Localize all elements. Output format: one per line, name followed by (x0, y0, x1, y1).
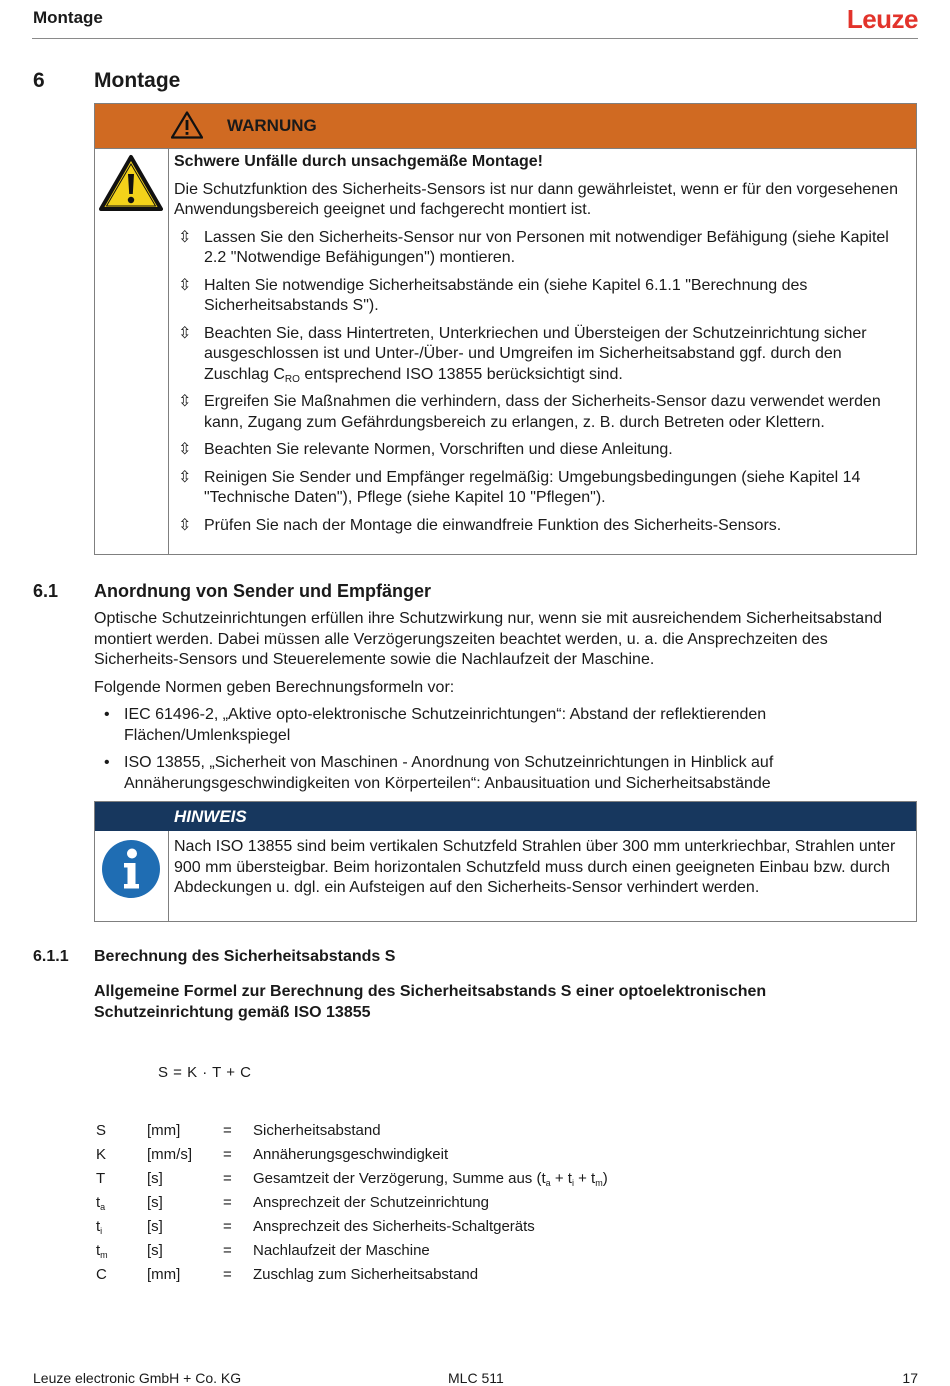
list-item: ⇳ Reinigen Sie Sender und Empfänger regelmäßig: Umgebungsbedingungen (siehe Kapitel 14 "Technische Daten"), Pflege (siehe Kapitel 10 "Pflegen"). (178, 468, 861, 506)
divider (168, 831, 169, 921)
unit: [s] (147, 1170, 163, 1187)
running-header: Montage (33, 8, 103, 27)
section-title: Berechnung des Sicherheitsabstands S (94, 948, 396, 965)
bullet-icon: • (104, 754, 110, 771)
note-text: Nach ISO 13855 sind beim vertikalen Schutzfeld Strahlen über 300 mm unterkriechbar, Strahlen unter 900 mm übersteigbar. Beim horizontalen Schutzfeld muss durch einen geeigneten Einbau bzw. durch Abdeckungen u. dgl. ein Aufsteigen auf den Sicherheits-Sensor verhindert werden. (174, 838, 896, 896)
equals-sign: = (223, 1266, 232, 1283)
header-rule (32, 38, 918, 39)
equals-sign: = (223, 1218, 232, 1235)
description: Gesamtzeit der Verzögerung, Summe aus $(t_a + t_i + t_m)$ (253, 1170, 608, 1188)
equals-sign: = (223, 1122, 232, 1139)
warning-label: WARNUNG (227, 116, 317, 135)
symbol: S (96, 1122, 107, 1139)
description: Sicherheitsabstand (253, 1122, 381, 1139)
symbol: $t_a$ (96, 1194, 106, 1212)
description: Annäherungsgeschwindigkeit (253, 1146, 449, 1163)
leuze-logo: Leuze (846, 4, 918, 34)
section-number: 6.1 (33, 581, 59, 601)
formula: S = K · T + C (158, 1064, 252, 1081)
unit: [mm/s] (147, 1146, 192, 1163)
warning-lead: Schwere Unfälle durch unsachgemäße Montage! (174, 153, 543, 170)
description: Nachlaufzeit der Maschine (253, 1242, 430, 1259)
action-arrow-icon: ⇳ (178, 441, 192, 458)
list-item: ⇳ Halten Sie notwendige Sicherheitsabstände ein (siehe Kapitel 6.1.1 "Berechnung des Sicherheitsabstands S"). (178, 276, 808, 314)
unit: [s] (147, 1194, 163, 1211)
action-arrow-icon: ⇳ (178, 393, 192, 410)
unit: [s] (147, 1242, 163, 1259)
warning-intro: Die Schutzfunktion des Sicherheits-Sensors ist nur dann gewährleistet, wenn er für den vorgesehenen Anwendungsbereich geeignet und fachgerecht montiert ist. (174, 180, 898, 218)
list-item: • IEC 61496-2, „Aktive opto-elektronische Schutzeinrichtungen“: Abstand der reflektierenden Flächen/Umlenkspiegel (104, 706, 767, 744)
equals-sign: = (223, 1170, 232, 1187)
warning-triangle-icon (99, 154, 163, 212)
list-item: ⇳ Ergreifen Sie Maßnahmen die verhindern, dass der Sicherheits-Sensor dazu verwendet werden kann, Zugang zum Gefährdungsbereich zu erlangen, z. B. durch Betreten oder Klettern. (178, 393, 881, 431)
symbol: K (96, 1146, 107, 1163)
action-arrow-icon: ⇳ (178, 228, 192, 246)
page-number: 17 (902, 1370, 918, 1386)
action-arrow-icon: ⇳ (178, 276, 192, 294)
note-box (94, 801, 917, 922)
warning-content (174, 152, 909, 543)
equals-sign: = (223, 1194, 232, 1211)
section-number: 6 (33, 69, 45, 92)
list-item: ⇳ Beachten Sie, dass Hintertreten, Unterkriechen und Übersteigen der Schutzeinrichtung sicher ausgeschlossen ist und Unter-/Über- und Umgreifen im Sicherheitsabstand ggf. durch den Zuschlag $C_{RO}$ entsprechend ISO 13855 berücksichtigt sind. (178, 324, 867, 385)
list-item: ⇳ Lassen Sie den Sicherheits-Sensor nur von Personen mit notwendiger Befähigung (siehe Kapitel 2.2 "Notwendige Befähigungen") montieren. (178, 228, 889, 266)
unit: [mm] (147, 1266, 181, 1283)
description: Ansprechzeit der Schutzeinrichtung (253, 1194, 489, 1211)
list-item: ⇳ Beachten Sie relevante Normen, Vorschriften und diese Anleitung. (174, 440, 909, 461)
note-label: HINWEIS (174, 807, 247, 826)
section-body (94, 609, 916, 794)
symbol: $t_i$ (96, 1218, 103, 1236)
action-arrow-icon: ⇳ (178, 468, 192, 486)
paragraph: Folgende Normen geben Berechnungsformeln vor: (94, 678, 455, 696)
symbol: T (96, 1170, 106, 1187)
section-title: Anordnung von Sender und Empfänger (94, 581, 431, 601)
bullet-icon: • (104, 706, 110, 723)
formula-heading: Allgemeine Formel zur Berechnung des Sicherheitsabstands S einer optoelektronischen Schutzeinrichtung gemäß ISO 13855 (94, 983, 767, 1021)
description: Ansprechzeit des Sicherheits-Schaltgeräts (253, 1218, 535, 1235)
section-number: 6.1.1 (33, 948, 69, 965)
footer-company: Leuze electronic GmbH + Co. KG (33, 1370, 242, 1386)
paragraph: Optische Schutzeinrichtungen erfüllen ihre Schutzwirkung nur, wenn sie mit ausreichendem Sicherheitsabstand montiert werden. Dabei müssen alle Verzögerungszeiten beachtet werden, u. a. die Ansprechzeiten des Sicherheits-Sensors und Steuerelemente sowie die Nachlaufzeit der Maschine. (94, 610, 882, 668)
unit: [s] (147, 1218, 163, 1235)
divider (168, 148, 169, 554)
symbol: $t_m$ (96, 1242, 108, 1260)
warning-box (94, 103, 917, 555)
symbol: C (96, 1266, 107, 1283)
unit: [mm] (147, 1122, 181, 1139)
warning-header (95, 104, 916, 149)
info-icon (101, 839, 161, 899)
description: Zuschlag zum Sicherheitsabstand (253, 1266, 479, 1283)
equals-sign: = (223, 1146, 232, 1163)
section-title: Montage (94, 69, 181, 92)
footer-product: MLC 511 (448, 1370, 504, 1386)
equals-sign: = (223, 1242, 232, 1259)
warning-triangle-icon (171, 111, 203, 139)
list-item: ⇳ Prüfen Sie nach der Montage die einwandfreie Funktion des Sicherheits-Sensors. (174, 516, 909, 537)
action-arrow-icon: ⇳ (178, 324, 192, 342)
note-header (95, 802, 916, 831)
list-item: • ISO 13855, „Sicherheit von Maschinen - Anordnung von Schutzeinrichtungen in Hinblick auf Annäherungsgeschwindigkeiten von Körperteilen“: Anbausituation und Sicherheitsabstände (104, 754, 774, 792)
action-arrow-icon: ⇳ (178, 516, 192, 534)
